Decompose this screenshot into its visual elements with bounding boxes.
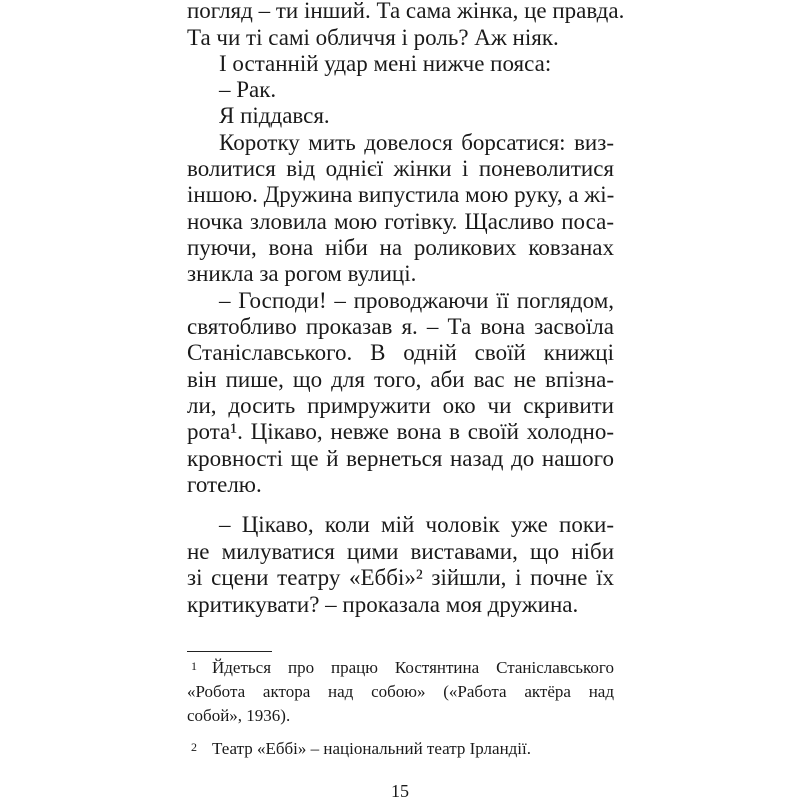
body-line: критикувати? – проказала моя дружина. xyxy=(187,592,579,617)
footnote-line: «Робота актора над собою» («Работа актёра над xyxy=(187,682,614,701)
page-number: 15 xyxy=(391,781,409,801)
body-line: зі сцени театру «Еббі»² зійшли, і почне їх xyxy=(187,565,614,590)
body-line: Я піддався. xyxy=(219,103,330,128)
footnote-separator xyxy=(187,651,272,652)
body-line: не милуватися цими виставами, що ніби xyxy=(187,539,614,564)
body-line: ночка зловила мою готівку. Щасливо поса- xyxy=(187,209,614,234)
body-line: – Цікаво, коли мій чоловік уже поки- xyxy=(219,512,614,537)
footnote-marker: 2 xyxy=(191,740,197,754)
body-line: рота¹. Цікаво, невже вона в своїй холодно- xyxy=(187,419,614,444)
body-line: – Господи! – проводжаючи її поглядом, xyxy=(219,288,614,313)
body-line: – Рак. xyxy=(219,77,277,102)
body-line: ли, досить примружити око чи скривити xyxy=(187,393,614,418)
footnote-marker: 1 xyxy=(191,659,197,673)
body-line: він пише, що для того, аби вас не впізна- xyxy=(187,367,614,392)
body-line: І останній удар мені нижче пояса: xyxy=(219,51,552,76)
body-line: погляд – ти інший. Та сама жінка, це правда. xyxy=(187,0,625,23)
body-line: іншою. Дружина випустила мою руку, а жі- xyxy=(187,182,615,207)
footnote-line: Театр «Еббі» – національний театр Ірландії. xyxy=(212,739,532,758)
body-line: Та чи ті самі обличчя і роль? Аж ніяк. xyxy=(187,25,559,50)
footnote-line: собой», 1936). xyxy=(187,706,291,725)
footnote-line: Йдеться про працю Костянтина Станіславського xyxy=(212,658,614,677)
body-line: Коротку мить довелося борсатися: виз- xyxy=(219,130,614,155)
body-line: кровності ще й вернеться назад до нашого xyxy=(187,446,614,471)
body-line: пуючи, вона ніби на роликових ковзанах xyxy=(187,235,614,260)
body-line: готелю. xyxy=(187,472,262,497)
body-line: Станіславського. В одній своїй книжці xyxy=(187,340,614,365)
body-line: зникла за рогом вулиці. xyxy=(187,261,417,286)
body-line: святобливо проказав я. – Та вона засвоїла xyxy=(187,314,614,339)
body-line: волитися від однієї жінки і поневолитися xyxy=(187,156,614,181)
